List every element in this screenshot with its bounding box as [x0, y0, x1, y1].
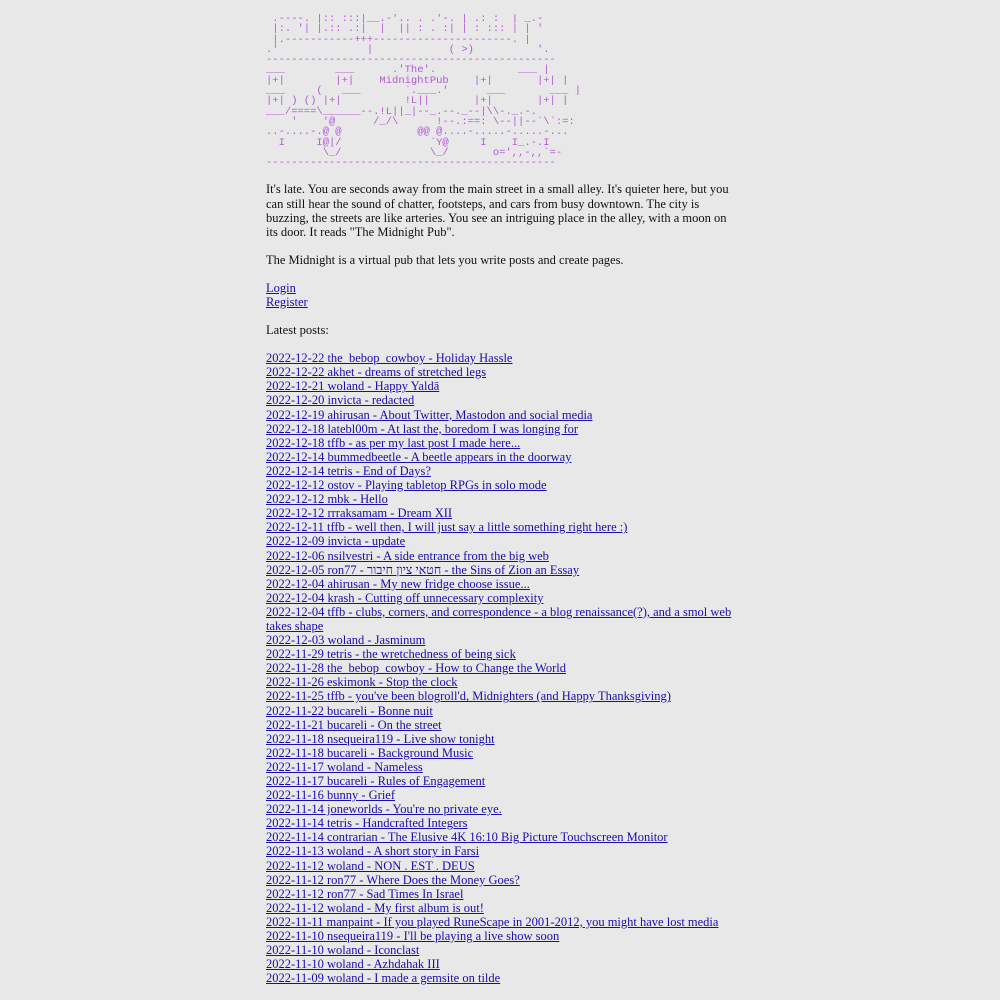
- latest-posts-heading: Latest posts:: [266, 323, 329, 338]
- post-link[interactable]: 2022-11-10 woland - Azhdahak III: [266, 957, 440, 972]
- post-link[interactable]: 2022-11-13 woland - A short story in Farsi: [266, 844, 480, 859]
- post-list: [266, 351, 736, 985]
- post-link[interactable]: 2022-11-17 bucareli - Rules of Engagement: [266, 774, 486, 789]
- post-link[interactable]: 2022-12-20 invicta - redacted: [266, 393, 415, 408]
- post-link[interactable]: 2022-12-04 krash - Cutting off unnecessary complexity: [266, 590, 544, 605]
- post-link[interactable]: 2022-12-22 the_bebop_cowboy - Holiday Hassle: [266, 351, 513, 366]
- post-link[interactable]: 2022-11-12 ron77 - Sad Times In Israel: [266, 886, 464, 901]
- post-link[interactable]: 2022-11-22 bucareli - Bonne nuit: [266, 703, 433, 718]
- post-link[interactable]: 2022-11-18 bucareli - Background Music: [266, 745, 474, 760]
- post-link[interactable]: 2022-11-12 ron77 - Where Does the Money Goes?: [266, 872, 520, 887]
- post-link[interactable]: 2022-12-12 rrraksamam - Dream XII: [266, 506, 453, 521]
- post-link[interactable]: 2022-11-12 woland - NON . EST . DEUS: [266, 858, 475, 873]
- post-link[interactable]: 2022-12-22 akhet - dreams of stretched legs: [266, 365, 487, 380]
- post-link[interactable]: 2022-11-26 eskimonk - Stop the clock: [266, 675, 458, 690]
- post-link[interactable]: 2022-11-16 bunny - Grief: [266, 788, 396, 803]
- post-link[interactable]: 2022-11-14 joneworlds - You're no private eye.: [266, 802, 502, 817]
- midnight-pub-ascii-art: .----. |:: :::|__.-'.. . .'-. | .: : | _.- |:. '| |.:: .:| | || : . :| | : ::: | | ' |.-----------+++----------------------. | .' | ( >) '. ---------------------------------------------- ___ ___ .'The'. ___ | |+| |+| MidnightPub |+| |+| | ___ ( ___ `.___.' ___ ___ | |+| ) () |+| !L|| |+| |+| | ___/====\______--.!L||_|--_.--._--|\\-._.-. ' '@ /_/\ !--.:==: \--||--`\`:=: ..-....-.@ @ @@ @....-.....-.....-... I I@|/ `Y@ I I_.-.I \_/ \_/ o=',,-,,`=- ----------------------------------------------: [266, 14, 582, 169]
- mission-paragraph: The Midnight is a virtual pub that lets you write posts and create pages.: [266, 252, 624, 267]
- post-link[interactable]: 2022-11-11 manpaint - If you played RuneScape in 2001-2012, you might have lost media: [266, 914, 719, 929]
- post-link[interactable]: 2022-12-09 invicta - update: [266, 534, 406, 549]
- register-link[interactable]: Register: [266, 295, 308, 310]
- page-content: [266, 14, 736, 985]
- post-link[interactable]: 2022-12-04 ahirusan - My new fridge choose issue...: [266, 576, 530, 591]
- post-link[interactable]: 2022-11-14 contrarian - The Elusive 4K 16:10 Big Picture Touchscreen Monitor: [266, 830, 668, 845]
- post-link[interactable]: 2022-11-28 the_bebop_cowboy - How to Change the World: [266, 661, 566, 676]
- post-link[interactable]: 2022-12-14 tetris - End of Days?: [266, 463, 431, 478]
- post-link[interactable]: 2022-11-21 bucareli - On the street: [266, 717, 442, 732]
- auth-links: [266, 281, 736, 309]
- post-link[interactable]: 2022-11-25 tffb - you've been blogroll'd, Midnighters (and Happy Thanksgiving): [266, 689, 671, 704]
- post-link[interactable]: 2022-11-10 nsequeira119 - I'll be playing a live show soon: [266, 929, 560, 944]
- post-link[interactable]: 2022-11-29 tetris - the wretchedness of being sick: [266, 647, 516, 662]
- intro-paragraph: It's late. You are seconds away from the main street in a small alley. It's quieter here, but you can still hear the sound of chatter, footsteps, and cars from busy downtown. The city is buzzing, the streets are like arteries. You see an intriguing place in the alley, with a moon on its door. It reads "The Midnight Pub".: [266, 182, 729, 239]
- post-link[interactable]: 2022-12-14 bummedbeetle - A beetle appears in the doorway: [266, 449, 572, 464]
- post-link[interactable]: 2022-12-21 woland - Happy Yaldā: [266, 379, 440, 394]
- post-link[interactable]: 2022-11-12 woland - My first album is out!: [266, 900, 484, 915]
- post-link[interactable]: 2022-12-03 woland - Jasminum: [266, 633, 426, 648]
- post-link[interactable]: 2022-11-09 woland - I made a gemsite on tilde: [266, 971, 501, 986]
- post-link[interactable]: 2022-11-18 nsequeira119 - Live show tonight: [266, 731, 495, 746]
- post-link[interactable]: 2022-12-12 mbk - Hello: [266, 492, 388, 507]
- post-link[interactable]: 2022-11-10 woland - Iconclast: [266, 943, 420, 958]
- post-link[interactable]: 2022-12-12 ostov - Playing tabletop RPGs in solo mode: [266, 478, 547, 493]
- post-link[interactable]: 2022-12-04 tffb - clubs, corners, and correspondence - a blog renaissance(?), and a smol web takes shape: [266, 604, 732, 633]
- post-link[interactable]: 2022-12-19 ahirusan - About Twitter, Mastodon and social media: [266, 407, 593, 422]
- login-link[interactable]: Login: [266, 280, 296, 295]
- post-link[interactable]: 2022-11-14 tetris - Handcrafted Integers: [266, 816, 468, 831]
- post-link[interactable]: 2022-12-06 nsilvestri - A side entrance from the big web: [266, 548, 549, 563]
- post-link[interactable]: 2022-12-11 tffb - well then, I will just say a little something right here :): [266, 520, 628, 535]
- post-link[interactable]: 2022-11-17 woland - Nameless: [266, 759, 423, 774]
- post-link[interactable]: 2022-12-18 latebl00m - At last the, boredom I was longing for: [266, 421, 579, 436]
- post-link[interactable]: 2022-12-18 tffb - as per my last post I made here...: [266, 435, 521, 450]
- post-link[interactable]: 2022-12-05 ron77 - חטאי ציון חיבור - the Sins of Zion an Essay: [266, 562, 580, 577]
